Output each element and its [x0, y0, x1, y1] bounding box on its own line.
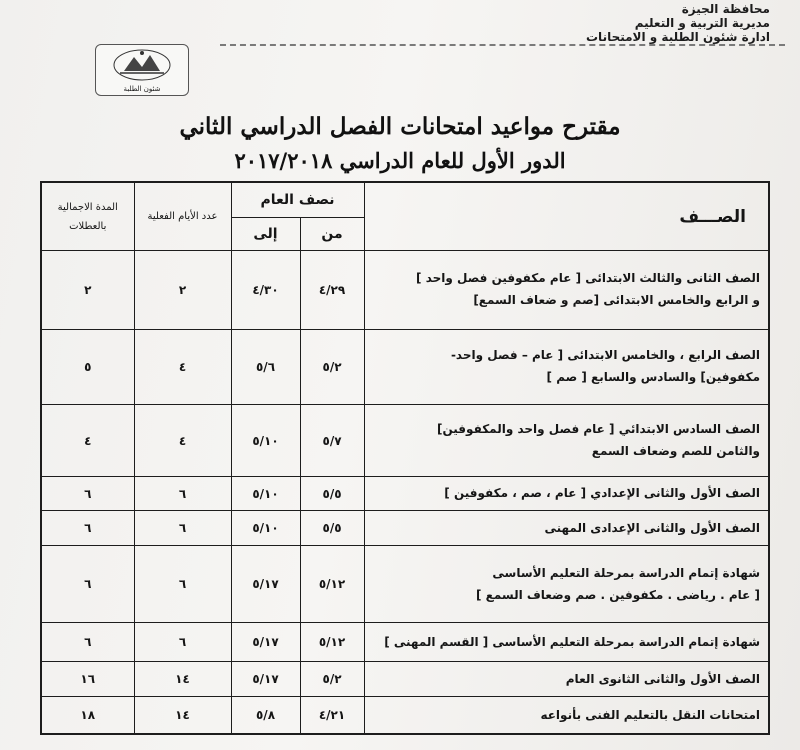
row-class-line: الصف السادس الابتدائي [ عام فصل واحد والمكفوفين]	[437, 422, 761, 437]
row-days: ٦	[134, 546, 231, 622]
row-class	[364, 697, 769, 734]
dashed-divider	[220, 44, 785, 46]
stamp-logo	[95, 44, 189, 96]
row-to: ٥/١٧	[231, 546, 300, 622]
row-from: ٥/١٢	[300, 546, 364, 622]
row-to: ٥/٦	[231, 329, 300, 404]
row-days: ٤	[134, 329, 231, 404]
header-class: الصـــف	[364, 182, 769, 251]
ministry-header	[586, 2, 770, 44]
row-class-line: و الرابع والخامس الابتدائى [صم و ضعاف السمع]	[473, 293, 761, 308]
row-from: ٥/٥	[300, 477, 364, 511]
row-from: ٥/٧	[300, 404, 364, 476]
table-row	[41, 546, 769, 622]
row-days: ٤	[134, 404, 231, 476]
row-days: ٢	[134, 251, 231, 330]
header-to: إلى	[231, 218, 300, 251]
row-class-line: الصف الثانى والثالث الابتدائى [ عام مكفوفين فصل واحد ]	[416, 271, 761, 286]
row-class	[364, 511, 769, 546]
header-actual-days: عدد الأيام الفعلية	[134, 182, 231, 251]
row-from: ٥/٢	[300, 662, 364, 697]
row-total: ٦	[41, 622, 134, 661]
row-class-line: شهادة إتمام الدراسة بمرحلة التعليم الأساسى [ القسم المهنى ]	[384, 634, 761, 649]
row-class	[364, 622, 769, 661]
row-from: ٥/٢	[300, 329, 364, 404]
row-total: ٦	[41, 511, 134, 546]
row-total: ٦	[41, 546, 134, 622]
row-class-line: الصف الرابع ، والخامس الابتدائى [ عام – فصل واحد-	[450, 348, 761, 363]
document-subtitle: الدور الأول للعام الدراسي ٢٠١٧/٢٠١٨	[234, 148, 566, 173]
stamp-caption: شئون الطلبة	[123, 85, 161, 93]
table-row	[41, 511, 769, 546]
row-class-line: الصف الأول والثانى الثانوى العام	[565, 671, 761, 686]
row-days: ١٤	[134, 662, 231, 697]
row-class	[364, 662, 769, 697]
row-to: ٥/١٠	[231, 404, 300, 476]
table-row	[41, 329, 769, 404]
row-from: ٥/١٢	[300, 622, 364, 661]
row-class-line: امتحانات النقل بالتعليم الفنى بأنواعه	[540, 707, 761, 722]
row-class	[364, 477, 769, 511]
row-class	[364, 404, 769, 476]
row-class-line: والثامن للصم وضعاف السمع	[591, 444, 761, 459]
header-total-duration: المدة الاجمالية بالعطلات	[41, 182, 134, 251]
header-from: من	[300, 218, 364, 251]
row-days: ٦	[134, 477, 231, 511]
row-class-line: الصف الأول والثانى الإعدادي [ عام ، صم ، مكفوفين ]	[444, 486, 761, 501]
table-row	[41, 404, 769, 476]
header-department: ادارة شئون الطلبة و الامتحانات	[586, 30, 770, 44]
row-to: ٥/١٠	[231, 511, 300, 546]
row-total: ١٨	[41, 697, 134, 734]
row-class-line: مكفوفين] والسادس والسابع [ صم ]	[546, 370, 761, 385]
header-directorate: مديرية التربية و التعليم	[634, 16, 770, 30]
header-half-year: نصف العام	[231, 182, 364, 218]
row-total: ٤	[41, 404, 134, 476]
row-total: ٦	[41, 477, 134, 511]
table-row	[41, 477, 769, 511]
row-from: ٤/٢١	[300, 697, 364, 734]
stamp-emblem-icon	[96, 45, 188, 85]
row-days: ١٤	[134, 697, 231, 734]
row-to: ٥/١٠	[231, 477, 300, 511]
row-to: ٤/٣٠	[231, 251, 300, 330]
row-to: ٥/١٧	[231, 662, 300, 697]
row-from: ٤/٢٩	[300, 251, 364, 330]
row-to: ٥/١٧	[231, 622, 300, 661]
table-row	[41, 251, 769, 330]
row-class-line: الصف الأول والثانى الإعدادى المهنى	[544, 520, 761, 535]
row-total: ٥	[41, 329, 134, 404]
row-class	[364, 546, 769, 622]
row-days: ٦	[134, 511, 231, 546]
row-to: ٥/٨	[231, 697, 300, 734]
table-row	[41, 697, 769, 734]
row-class	[364, 251, 769, 330]
row-from: ٥/٥	[300, 511, 364, 546]
table-row	[41, 662, 769, 697]
row-total: ٢	[41, 251, 134, 330]
row-total: ١٦	[41, 662, 134, 697]
row-class-line: شهادة إتمام الدراسة بمرحلة التعليم الأساسى	[492, 565, 761, 580]
header-governorate: محافظة الجيزة	[681, 2, 770, 16]
document-title: مقترح مواعيد امتحانات الفصل الدراسي الثاني	[179, 113, 621, 140]
exam-schedule-table	[40, 181, 770, 735]
row-class-line: [ عام . رياضى . مكفوفين . صم وضعاف السمع ]	[475, 587, 761, 602]
row-days: ٦	[134, 622, 231, 661]
table-row	[41, 622, 769, 661]
row-class	[364, 329, 769, 404]
